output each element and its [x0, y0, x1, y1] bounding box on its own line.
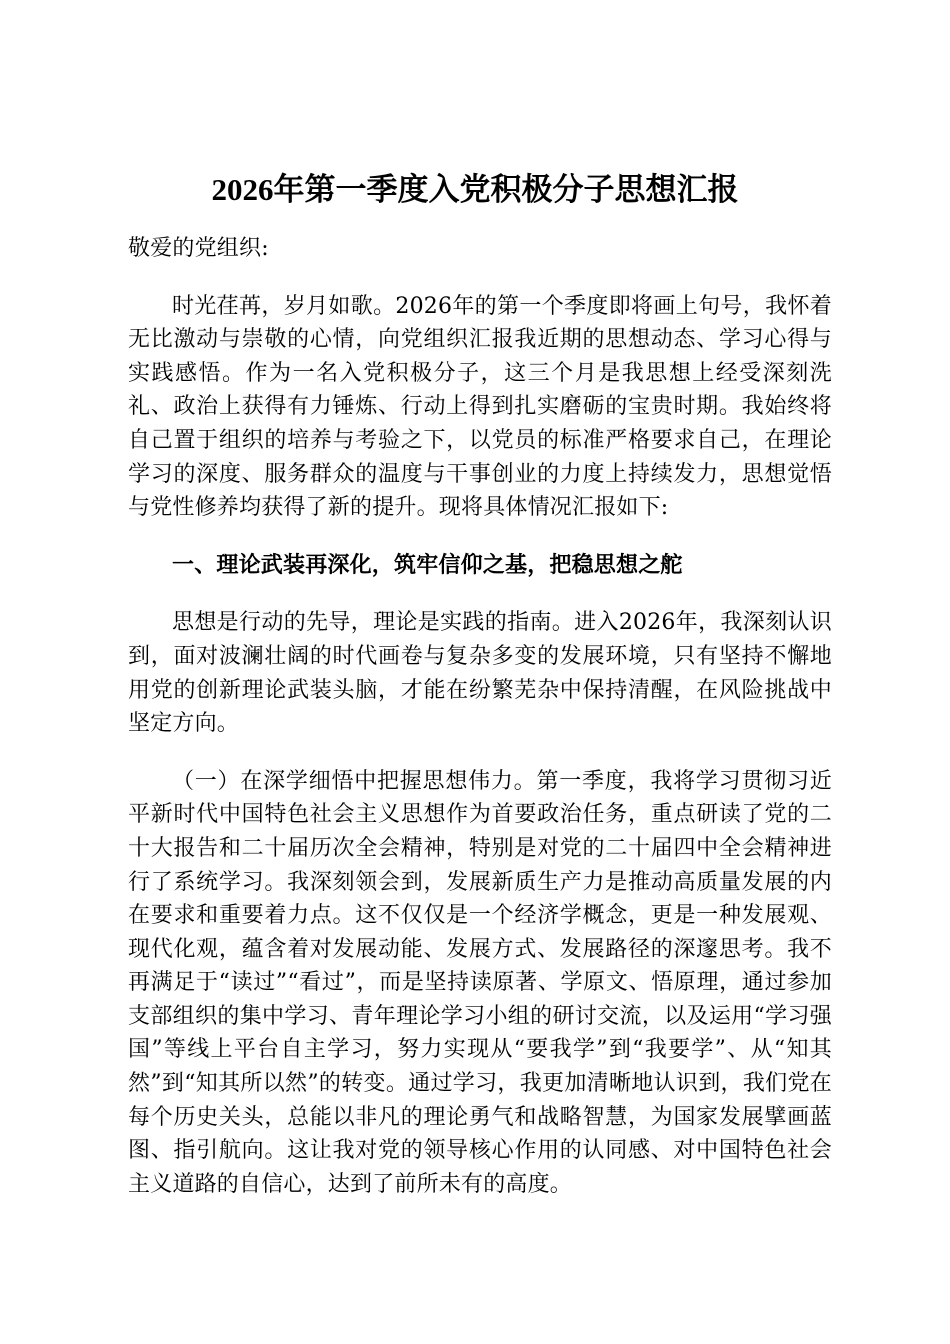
intro-paragraph: 时光荏苒，岁月如歌。2026年的第一个季度即将画上句号，我怀着无比激动与崇敬的心情，向党组织汇报我近期的思想动态、学习心得与实践感悟。作为一名入党积极分子，这三个月是我思想上经受深刻洗礼、政治上获得有力锤炼、行动上得到扎实磨砺的宝贵时期。我始终将自己置于组织的培养与考验之下，以党员的标准严格要求自己，在理论学习的深度、服务群众的温度与干事创业的力度上持续发力，思想觉悟与党性修养均获得了新的提升。现将具体情况汇报如下:	[128, 293, 832, 521]
section-paragraph: 思想是行动的先导，理论是实践的指南。进入2026年，我深刻认识到，面对波澜壮阔的时代画卷与复杂多变的发展环境，只有坚持不懈地用党的创新理论武装头脑，才能在纷繁芜杂中保持清醒，在风险挑战中坚定方向。	[128, 610, 832, 737]
document-body	[128, 232, 832, 1201]
section-heading: 一、理论武装再深化，筑牢信仰之基，把稳思想之舵	[172, 551, 683, 578]
document-title: 2026年第一季度入党积极分子思想汇报	[211, 172, 739, 207]
subsection-paragraph: （一）在深学细悟中把握思想伟力。第一季度，我将学习贯彻习近平新时代中国特色社会主义思想作为首要政治任务，重点研读了党的二十大报告和二十届历次全会精神，特别是对党的二十届四中全会精神进行了系统学习。我深刻领会到，发展新质生产力是推动高质量发展的内在要求和重要着力点。这不仅仅是一个经济学概念，更是一种发展观、现代化观，蕴含着对发展动能、发展方式、发展路径的深邃思考。我不再满足于“读过”“看过”，而是坚持读原著、学原文、悟原理，通过参加支部组织的集中学习、青年理论学习小组的研讨交流，以及运用“学习强国”等线上平台自主学习，努力实现从“要我学”到“我要学”、从“知其然”到“知其所以然”的转变。通过学习，我更加清晰地认识到，我们党在每个历史关头，总能以非凡的理论勇气和战略智慧，为国家发展擘画蓝图、指引航向。这让我对党的领导核心作用的认同感、对中国特色社会主义道路的自信心，达到了前所未有的高度。	[128, 768, 832, 1197]
salutation: 敬爱的党组织:	[128, 236, 269, 261]
